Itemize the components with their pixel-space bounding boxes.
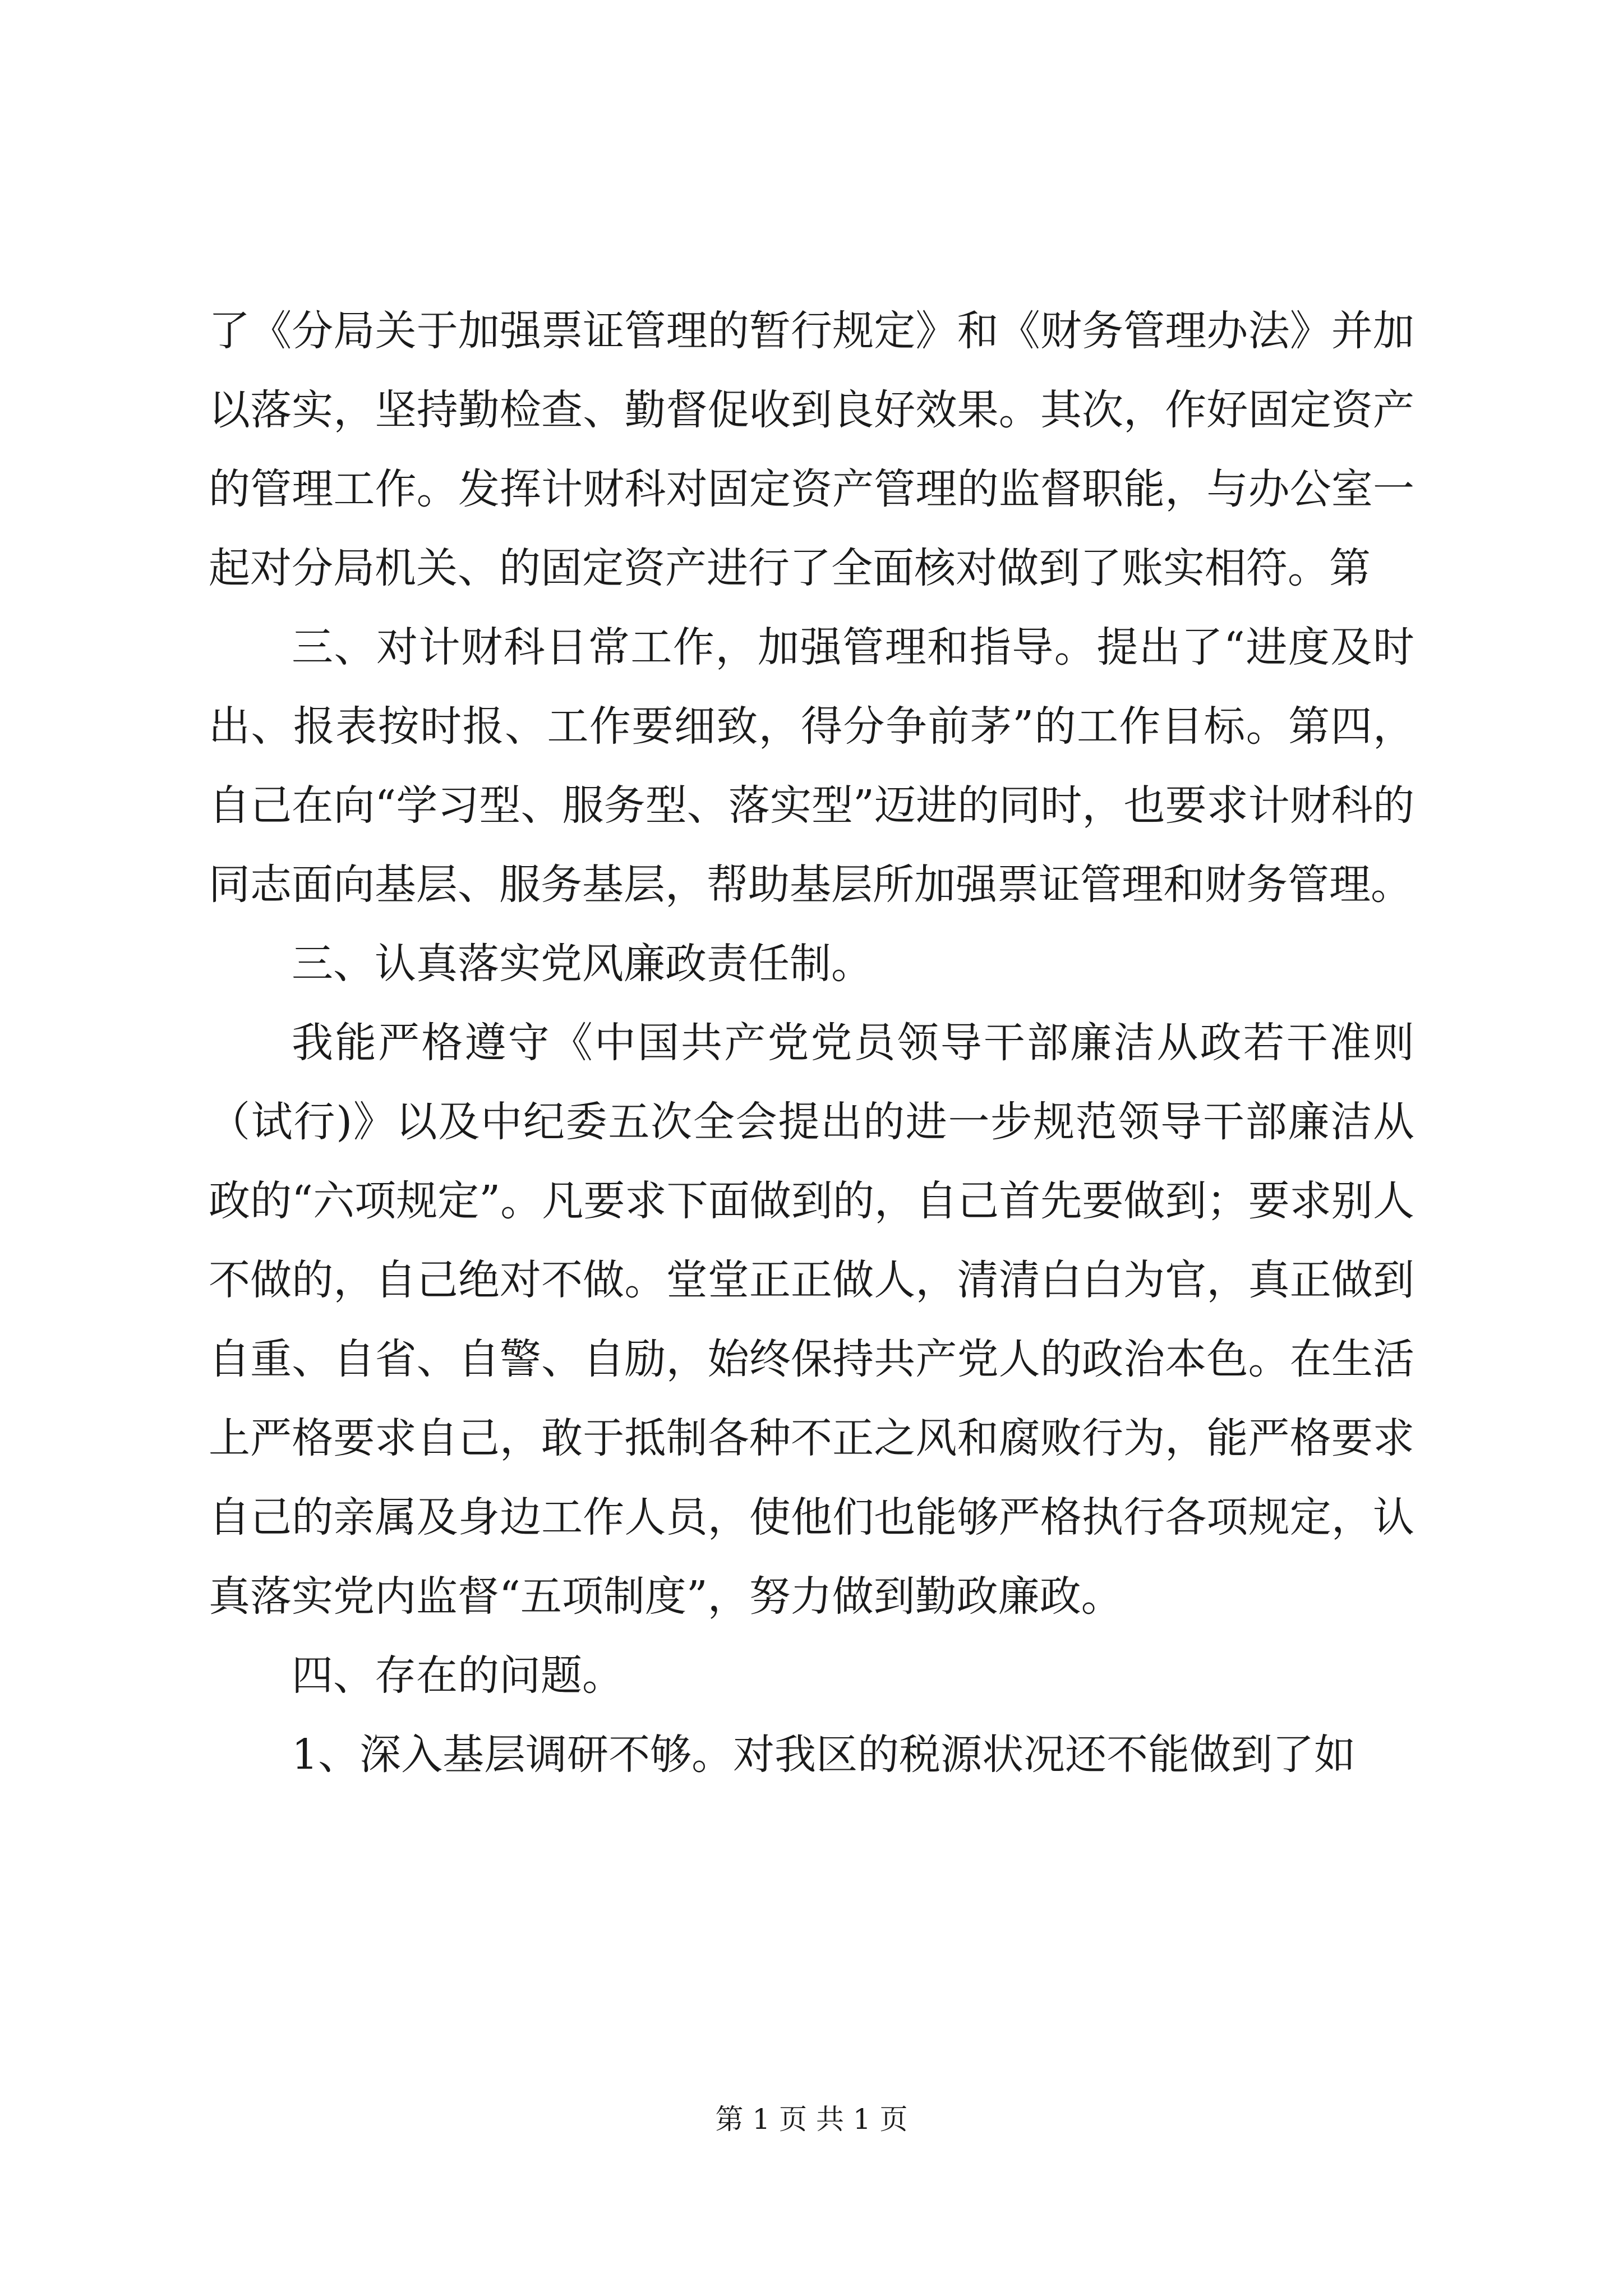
document-body <box>209 292 1414 1795</box>
paragraph-6: 1、深入基层调研不够。对我区的税源状况还不能做到了如 <box>292 1731 1356 1779</box>
paragraph-2: 三、对计财科日常工作，加强管理和指导。提出了“进度及时出、报表按时报、工作要细致，得分争前茅”的工作目标。第四，自己在向“学习型、服务型、落实型”迈进的同时，也要求计财科的同志面向基层、服务基层，帮助基层所加强票证管理和财务管理。 <box>209 623 1414 909</box>
page-footer: 第 1 页 共 1 页 <box>715 2103 908 2136</box>
paragraph-4: 我能严格遵守《中国共产党党员领导干部廉洁从政若干准则（试行)》以及中纪委五次全会提出的进一步规范领导干部廉洁从政的“六项规定”。凡要求下面做到的，自己首先要做到；要求别人不做的，自己绝对不做。堂堂正正做人，清清白白为官，真正做到自重、自省、自警、自励，始终保持共产党人的政治本色。在生活上严格要求自己，敢于抵制各种不正之风和腐败行为，能严格要求自己的亲属及身边工作人员，使他们也能够严格执行各项规定，认真落实党内监督“五项制度”，努力做到勤政廉政。 <box>209 1019 1414 1621</box>
section-heading-3: 三、认真落实党风廉政责任制。 <box>292 940 873 988</box>
section-heading-4: 四、存在的问题。 <box>292 1651 624 1700</box>
paragraph-1: 了《分局关于加强票证管理的暂行规定》和《财务管理办法》并加以落实，坚持勤检查、勤督促收到良好效果。其次，作好固定资产的管理工作。发挥计财科对固定资产管理的监督职能，与办公室一起对分局机关、的固定资产进行了全面核对做到了账实相符。第 <box>209 307 1414 592</box>
